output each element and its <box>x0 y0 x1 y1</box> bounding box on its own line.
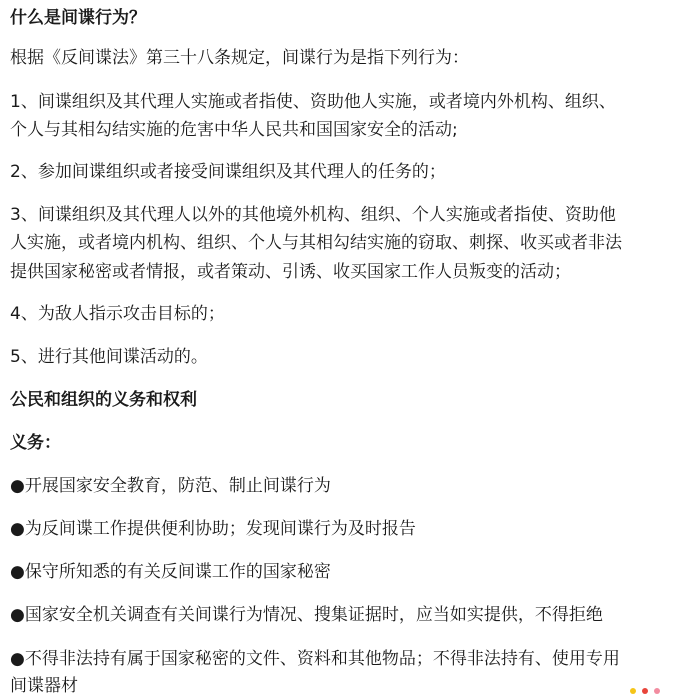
list-item-5: 5、进行其他间谍活动的。 <box>10 347 208 367</box>
duty-item-3: ●保守所知悉的有关反间谍工作的国家秘密 <box>10 562 331 582</box>
duty-item-4: ●国家安全机关调查有关间谍行为情况、搜集证据时，应当如实提供，不得拒绝 <box>10 605 603 625</box>
list-item-3-line-2: 人实施，或者境内机构、组织、个人与其相勾结实施的窃取、刺探、收买或者非法 <box>10 233 622 253</box>
list-item-1-line-1: 1、间谍组织及其代理人实施或者指使、资助他人实施，或者境内外机构、组织、 <box>10 92 616 112</box>
list-item-4: 4、为敌人指示攻击目标的； <box>10 304 225 324</box>
duty-item-2: ●为反间谍工作提供便利协助；发现间谍行为及时报告 <box>10 519 416 539</box>
heading-duties: 义务： <box>10 433 61 453</box>
heading-rights-duties: 公民和组织的义务和权利 <box>10 390 197 410</box>
list-item-3-line-3: 提供国家秘密或者情报，或者策动、引诱、收买国家工作人员叛变的活动； <box>10 262 571 282</box>
list-item-1-line-2: 个人与其相勾结实施的危害中华人民共和国国家安全的活动; <box>10 120 458 140</box>
watermark-dots-icon <box>626 686 666 695</box>
duty-item-5-line-1: ●不得非法持有属于国家秘密的文件、资料和其他物品；不得非法持有、使用专用 <box>10 649 620 669</box>
watermark-dot-red <box>642 688 648 694</box>
duty-item-1: ●开展国家安全教育，防范、制止间谍行为 <box>10 476 331 496</box>
list-item-2: 2、参加间谍组织或者接受间谍组织及其代理人的任务的； <box>10 162 446 182</box>
list-item-3-line-1: 3、间谍组织及其代理人以外的其他境外机构、组织、个人实施或者指使、资助他 <box>10 205 616 225</box>
intro-paragraph: 根据《反间谍法》第三十八条规定，间谍行为是指下列行为： <box>10 48 469 68</box>
duty-item-5-line-2: 间谍器材 <box>10 676 78 696</box>
watermark-dot-pink <box>654 688 660 694</box>
watermark-dot-yellow <box>630 688 636 694</box>
heading-what-is-espionage: 什么是间谍行为？ <box>10 8 146 28</box>
